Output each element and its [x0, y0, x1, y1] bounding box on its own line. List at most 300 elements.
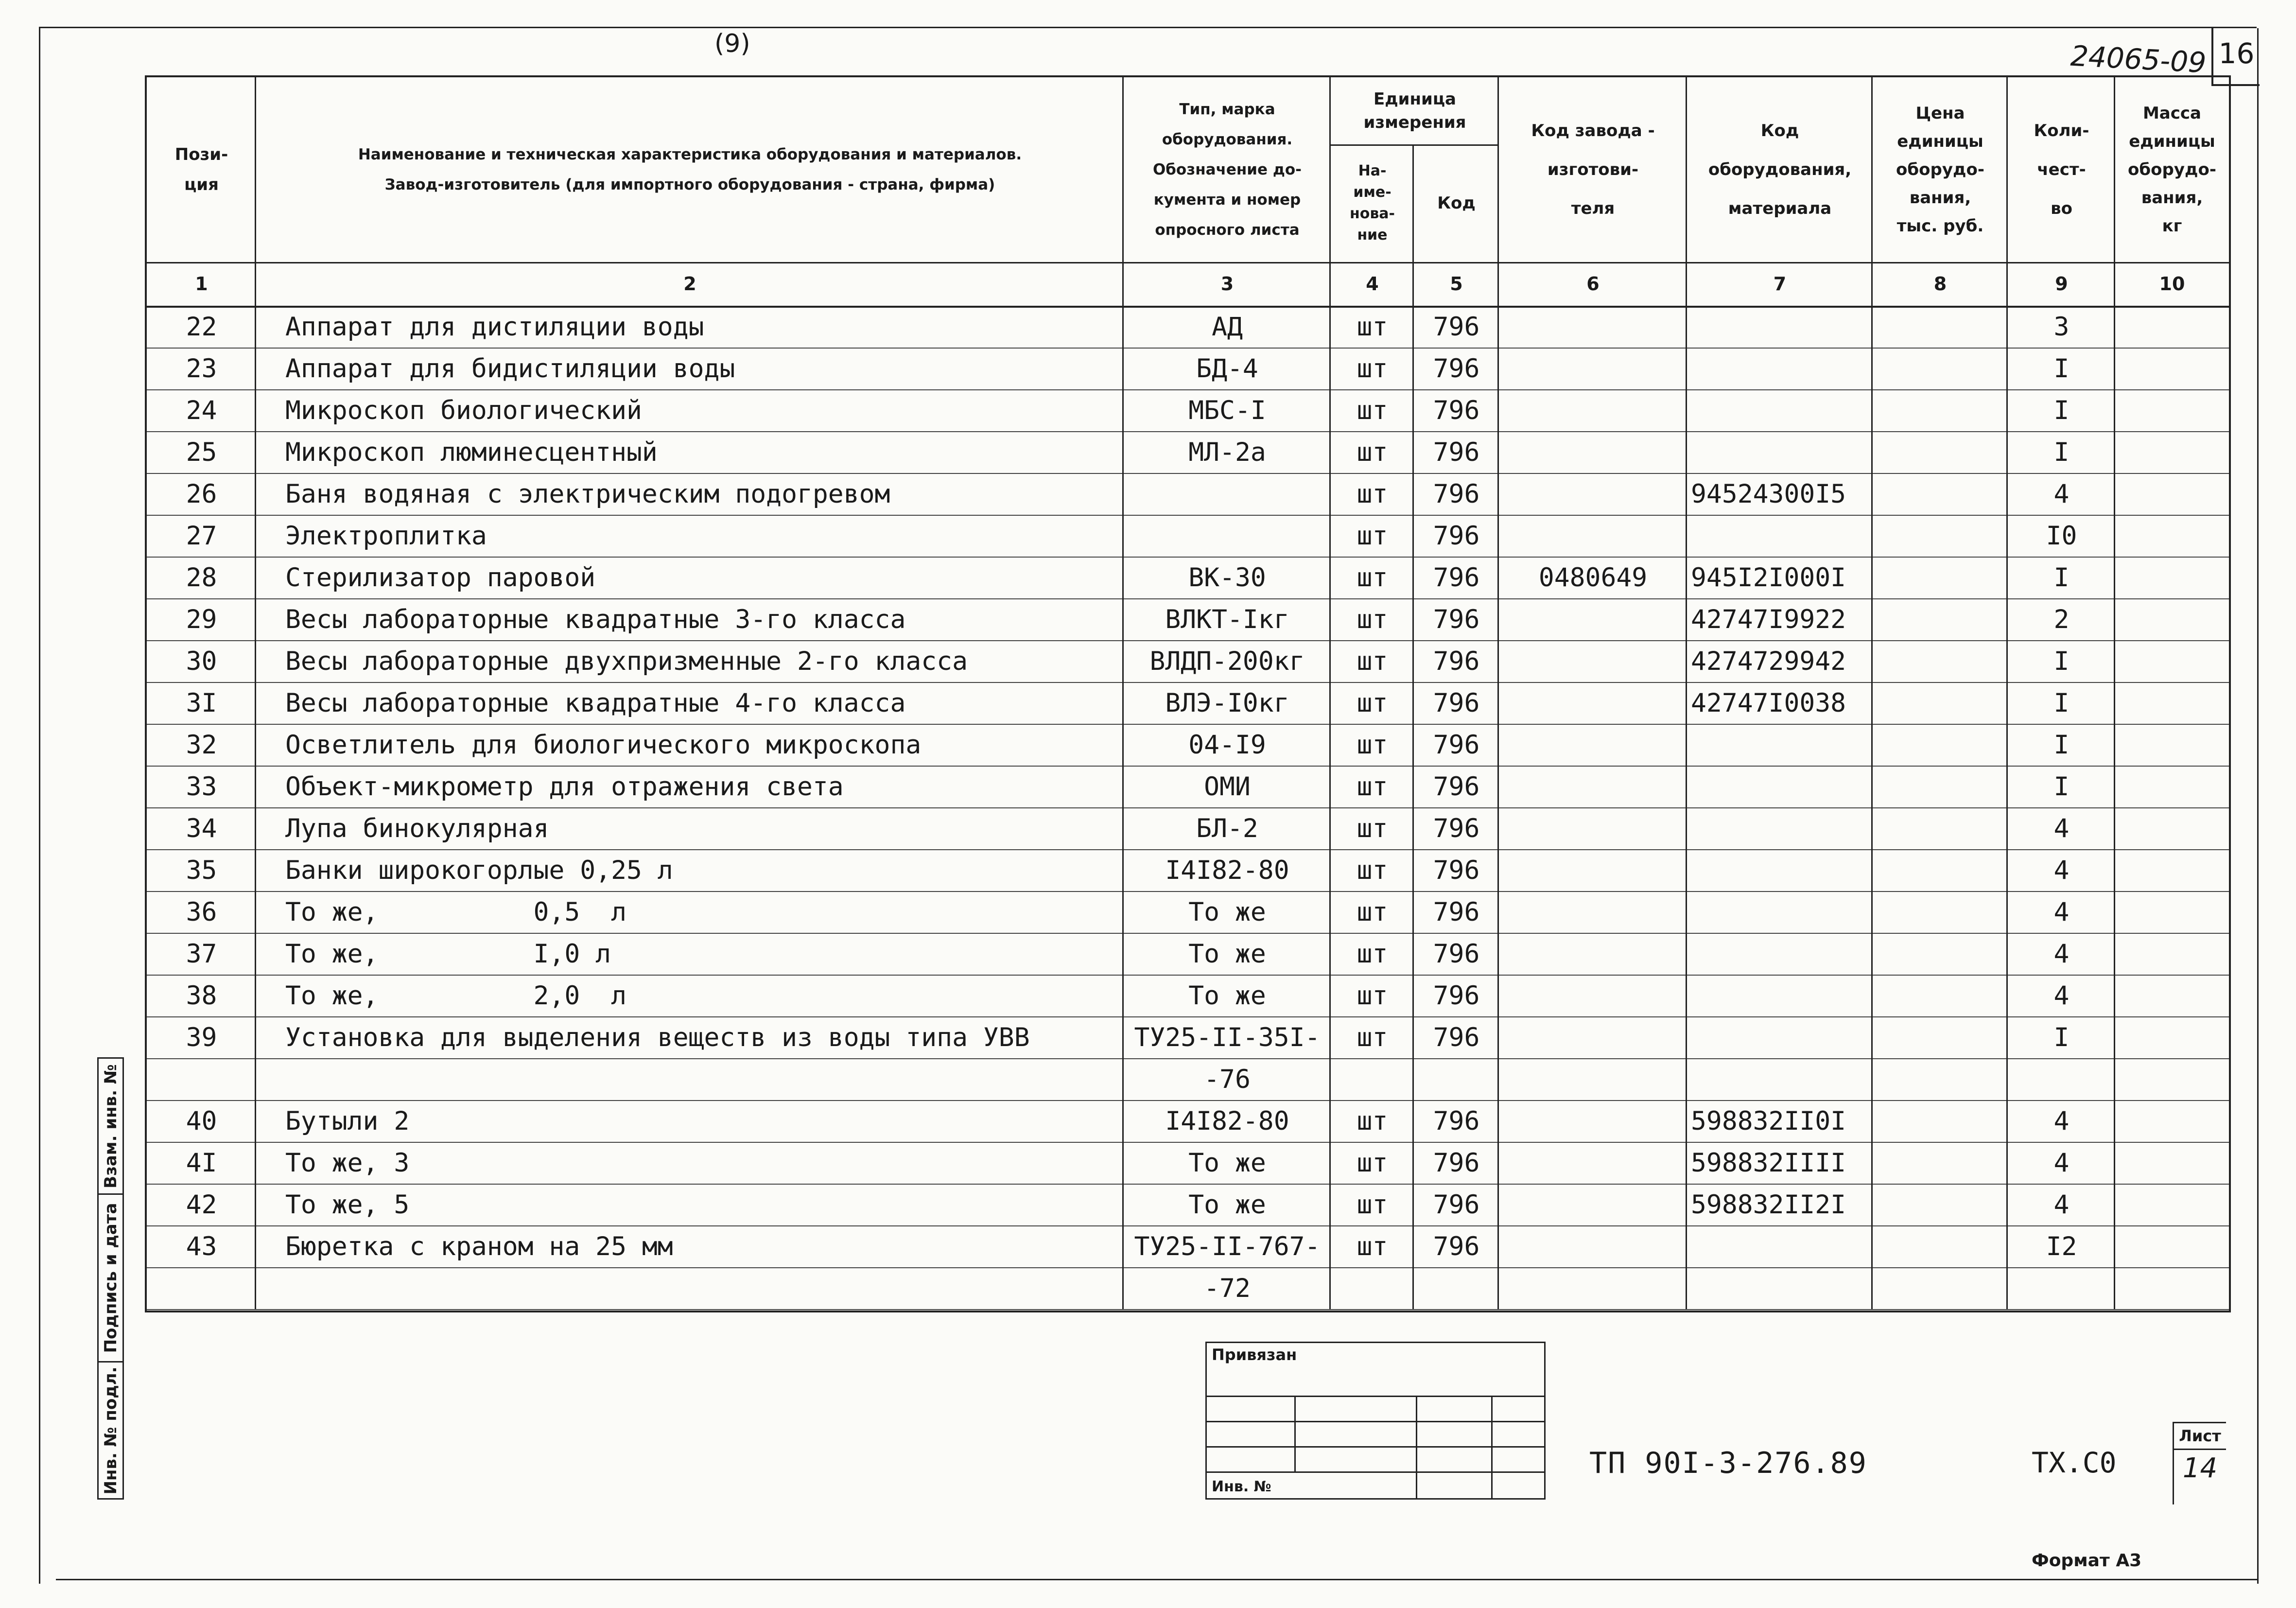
- cell-qty: I: [2053, 688, 2070, 718]
- cell-name: Аппарат для дистиляции воды: [285, 312, 704, 342]
- cell-name: [256, 1267, 1124, 1309]
- cell-pos: 33: [186, 771, 217, 802]
- side-stamp: [97, 1057, 124, 1500]
- column-number: 9: [2055, 273, 2068, 295]
- cell-type: То же: [1188, 980, 1266, 1011]
- cell-unit: шт: [1357, 353, 1388, 384]
- column-number: 6: [1586, 273, 1600, 295]
- cell-unit: шт: [1357, 562, 1388, 593]
- cell-plant: [1499, 933, 1687, 975]
- cell-price: [1873, 682, 2008, 724]
- cell-code: 796: [1433, 562, 1480, 593]
- cell-qty: 4: [2053, 980, 2070, 1011]
- table-row: [147, 766, 2229, 808]
- side-stamp-label: Взам. инв. №: [101, 1064, 121, 1189]
- cell-unit: шт: [1357, 604, 1388, 634]
- cell-name: Бутыли 2: [285, 1106, 410, 1136]
- cell-plant: [1499, 891, 1687, 933]
- cell-code: 796: [1433, 897, 1480, 927]
- stamp-grid-line: [1294, 1396, 1296, 1471]
- table-row: [147, 891, 2229, 934]
- top-note: (9): [714, 29, 750, 58]
- cell-pos: 24: [186, 395, 217, 425]
- table-row: [147, 1016, 2229, 1059]
- cell-plant: [1499, 682, 1687, 724]
- cell-pos: [147, 1267, 256, 1309]
- cell-unit: шт: [1357, 980, 1388, 1011]
- cell-mass: [2115, 724, 2229, 766]
- cell-pos: 38: [186, 980, 217, 1011]
- header-price: Цена единицы оборудо- вания, тыс. руб.: [1896, 104, 1984, 236]
- cell-plant: [1499, 1184, 1687, 1225]
- cell-price: [1873, 933, 2008, 975]
- table-row: [147, 1058, 2229, 1101]
- cell-plant: [1499, 348, 1687, 389]
- cell-type: ТУ25-II-767-: [1134, 1231, 1321, 1261]
- cell-price: [1873, 348, 2008, 389]
- cell-equip: [1687, 1016, 1873, 1058]
- cell-name: Стерилизатор паровой: [285, 562, 596, 593]
- cell-pos: 22: [186, 312, 217, 342]
- cell-unit: шт: [1357, 1189, 1388, 1220]
- cell-name: То же, 2,0 л: [285, 980, 626, 1011]
- cell-qty: 4: [2053, 897, 2070, 927]
- cell-type: -76: [1204, 1064, 1251, 1094]
- cell-pos: 29: [186, 604, 217, 634]
- cell-qty: 4: [2053, 479, 2070, 509]
- cell-code: 796: [1433, 813, 1480, 843]
- cell-plant: [1499, 1267, 1687, 1309]
- side-stamp-replaced-inv: [99, 1059, 122, 1195]
- cell-name: Бюретка с краном на 25 мм: [285, 1231, 673, 1261]
- cell-unit: шт: [1357, 479, 1388, 509]
- cell-price: [1873, 640, 2008, 682]
- cell-unit: шт: [1357, 646, 1388, 676]
- header-mass: Масса единицы оборудо- вания, кг: [2128, 104, 2216, 236]
- cell-pos: 30: [186, 646, 217, 676]
- paper-format: Формат А3: [2032, 1551, 2142, 1571]
- cell-plant: [1499, 515, 1687, 557]
- cell-qty: I2: [2046, 1231, 2077, 1261]
- cell-price: [1873, 891, 2008, 933]
- cell-pos: 35: [186, 855, 217, 885]
- cell-unit: шт: [1357, 312, 1388, 342]
- cell-mass: [2115, 766, 2229, 807]
- cell-unit: [1331, 1267, 1414, 1309]
- cell-qty: I: [2053, 562, 2070, 593]
- cell-code: 796: [1433, 855, 1480, 885]
- cell-price: [1873, 598, 2008, 640]
- cell-qty: [2008, 1058, 2115, 1100]
- cell-code: 796: [1433, 1106, 1480, 1136]
- cell-plant: 0480649: [1538, 562, 1648, 593]
- cell-unit: шт: [1357, 395, 1388, 425]
- cell-unit: шт: [1357, 771, 1388, 802]
- cell-equip: [1687, 1225, 1873, 1267]
- cell-price: [1873, 807, 2008, 849]
- side-stamp-label: Инв. № подл.: [101, 1366, 121, 1495]
- cell-type: ВЛКТ-Iкг: [1165, 604, 1289, 634]
- cell-pos: 25: [186, 437, 217, 467]
- cell-mass: [2115, 1225, 2229, 1267]
- cell-mass: [2115, 682, 2229, 724]
- cell-qty: I: [2053, 437, 2070, 467]
- cell-type: То же: [1188, 1148, 1266, 1178]
- side-stamp-signature: [99, 1195, 122, 1363]
- column-number: 1: [195, 273, 208, 295]
- header-unit-code: Код: [1437, 193, 1476, 213]
- cell-plant: [1499, 807, 1687, 849]
- cell-equip: [1687, 724, 1873, 766]
- column-number: 4: [1366, 273, 1379, 295]
- cell-plant: [1499, 724, 1687, 766]
- cell-equip: [1687, 807, 1873, 849]
- cell-pos: 34: [186, 813, 217, 843]
- cell-type: МБС-I: [1188, 395, 1266, 425]
- bottom-border: [56, 1579, 2258, 1580]
- column-number: 7: [1773, 273, 1787, 295]
- side-stamp-label: Подпись и дата: [101, 1203, 121, 1353]
- cell-mass: [2115, 1142, 2229, 1184]
- cell-code: 796: [1433, 604, 1480, 634]
- cell-name: То же, 3: [285, 1148, 410, 1178]
- cell-qty: I: [2053, 1022, 2070, 1052]
- cell-price: [1873, 1267, 2008, 1309]
- cell-equip: 42747I9922: [1691, 604, 1846, 634]
- cell-mass: [2115, 306, 2229, 348]
- cell-name: Весы лабораторные двухпризменные 2-го класса: [285, 646, 968, 676]
- cell-price: [1873, 306, 2008, 348]
- cell-price: [1873, 473, 2008, 515]
- cell-code: 796: [1433, 1189, 1480, 1220]
- cell-mass: [2115, 975, 2229, 1016]
- cell-type: -72: [1204, 1273, 1251, 1303]
- cell-unit: шт: [1357, 813, 1388, 843]
- column-number: 10: [2159, 273, 2185, 295]
- sheet-label: Лист: [2174, 1423, 2226, 1450]
- table-row: [147, 598, 2229, 641]
- table-row: [147, 473, 2229, 516]
- cell-name: То же, 5: [285, 1189, 410, 1220]
- cell-type: ТУ25-II-35I-: [1134, 1022, 1321, 1052]
- cell-type: МЛ-2а: [1188, 437, 1266, 467]
- cell-type: БЛ-2: [1196, 813, 1258, 843]
- cell-unit: шт: [1357, 688, 1388, 718]
- table-row: [147, 1142, 2229, 1185]
- cell-name: Банки широкогорлые 0,25 л: [285, 855, 673, 885]
- cell-price: [1873, 1184, 2008, 1225]
- sheet-number-box: [2173, 1422, 2226, 1504]
- cell-pos: 3I: [186, 688, 217, 718]
- cell-qty: I: [2053, 771, 2070, 802]
- cell-qty: I: [2053, 395, 2070, 425]
- table-row: [147, 306, 2229, 349]
- cell-equip: [1687, 306, 1873, 348]
- cell-qty: I: [2053, 730, 2070, 760]
- cell-name: Весы лабораторные квадратные 3-го класса: [285, 604, 906, 634]
- cell-equip: [1687, 766, 1873, 807]
- cell-qty: 4: [2053, 1148, 2070, 1178]
- cell-pos: 27: [186, 521, 217, 551]
- cell-pos: 32: [186, 730, 217, 760]
- cell-pos: 28: [186, 562, 217, 593]
- cell-code: 796: [1433, 688, 1480, 718]
- cell-equip: 598832II2I: [1691, 1189, 1846, 1220]
- cell-qty: 4: [2053, 1189, 2070, 1220]
- cell-mass: [2115, 933, 2229, 975]
- cell-qty: [2008, 1267, 2115, 1309]
- cell-unit: шт: [1357, 855, 1388, 885]
- cell-qty: 4: [2053, 939, 2070, 969]
- stamp-grid-line: [1207, 1396, 1544, 1397]
- cell-type: ВЛЭ-I0кг: [1165, 688, 1289, 718]
- header-position: Пози- ция: [174, 145, 228, 194]
- cell-unit: шт: [1357, 521, 1388, 551]
- cell-plant: [1499, 1225, 1687, 1267]
- header-equipment-code: Код оборудования, материала: [1708, 121, 1852, 218]
- column-number: 5: [1450, 273, 1463, 295]
- cell-name: Осветлитель для биологического микроскопа: [285, 730, 922, 760]
- cell-price: [1873, 766, 2008, 807]
- cell-code: 796: [1433, 771, 1480, 802]
- cell-type: 04-I9: [1188, 730, 1266, 760]
- cell-plant: [1499, 766, 1687, 807]
- cell-equip: 598832IIII: [1691, 1148, 1846, 1178]
- table-row: [147, 515, 2229, 558]
- cell-unit: шт: [1357, 1231, 1388, 1261]
- cell-equip: [1687, 1058, 1873, 1100]
- cell-mass: [2115, 1100, 2229, 1142]
- stamp-grid-line: [1207, 1421, 1544, 1422]
- cell-code: [1414, 1058, 1499, 1100]
- cell-mass: [2115, 891, 2229, 933]
- header-plant-code: Код завода - изготови- теля: [1531, 121, 1655, 218]
- column-number: 2: [683, 273, 696, 295]
- cell-equip: 42747I0038: [1691, 688, 1846, 718]
- stamp-grid-line: [1416, 1396, 1417, 1500]
- cell-pos: 26: [186, 479, 217, 509]
- cell-mass: [2115, 598, 2229, 640]
- header-quantity: Коли- чест- во: [2034, 121, 2089, 218]
- cell-name: Лупа бинокулярная: [285, 813, 549, 843]
- cell-name: Установка для выделения веществ из воды типа УВВ: [285, 1022, 1030, 1052]
- cell-qty: 4: [2053, 855, 2070, 885]
- cell-equip: [1687, 515, 1873, 557]
- cell-equip: 945I2I000I: [1691, 562, 1846, 593]
- cell-mass: [2115, 348, 2229, 389]
- archive-number: 24065-09: [2070, 39, 2207, 80]
- cell-name: Микроскоп люминесцентный: [285, 437, 658, 467]
- cell-equip: [1687, 849, 1873, 891]
- cell-price: [1873, 1100, 2008, 1142]
- cell-code: [1414, 1267, 1499, 1309]
- cell-plant: [1499, 306, 1687, 348]
- cell-equip: [1687, 389, 1873, 431]
- cell-equip: [1687, 1267, 1873, 1309]
- cell-qty: 4: [2053, 1106, 2070, 1136]
- cell-equip: [1687, 891, 1873, 933]
- cell-code: 796: [1433, 646, 1480, 676]
- cell-type: I4I82-80: [1165, 1106, 1289, 1136]
- cell-code: 796: [1433, 1148, 1480, 1178]
- cell-type: АД: [1212, 312, 1243, 342]
- page-number: 16: [2211, 27, 2260, 86]
- document-code: ТП 90I-3-276.89: [1589, 1446, 1867, 1480]
- cell-qty: I: [2053, 646, 2070, 676]
- cell-plant: [1499, 1058, 1687, 1100]
- cell-pos: 39: [186, 1022, 217, 1052]
- cell-name: Микроскоп биологический: [285, 395, 642, 425]
- cell-qty: I0: [2046, 521, 2077, 551]
- cell-qty: 2: [2053, 604, 2070, 634]
- cell-plant: [1499, 1142, 1687, 1184]
- stamp-grid-line: [1491, 1396, 1493, 1500]
- cell-code: 796: [1433, 1231, 1480, 1261]
- cell-equip: [1687, 431, 1873, 473]
- cell-equip: 598832II0I: [1691, 1106, 1846, 1136]
- cell-code: 796: [1433, 395, 1480, 425]
- cell-price: [1873, 1058, 2008, 1100]
- binding-stamp: [1205, 1342, 1546, 1500]
- cell-name: Электроплитка: [285, 521, 487, 551]
- cell-unit: шт: [1357, 1148, 1388, 1178]
- cell-type: [1124, 473, 1331, 515]
- cell-type: БД-4: [1196, 353, 1258, 384]
- cell-mass: [2115, 557, 2229, 598]
- cell-type: ВК-30: [1188, 562, 1266, 593]
- cell-price: [1873, 724, 2008, 766]
- table-row: [147, 933, 2229, 976]
- cell-price: [1873, 1225, 2008, 1267]
- table-row: [147, 975, 2229, 1017]
- side-stamp-original-inv: [99, 1363, 122, 1498]
- table-row: [147, 724, 2229, 767]
- cell-mass: [2115, 640, 2229, 682]
- cell-code: 796: [1433, 353, 1480, 384]
- cell-code: 796: [1433, 479, 1480, 509]
- table-row: [147, 807, 2229, 850]
- cell-plant: [1499, 1016, 1687, 1058]
- header-type: Тип, марка оборудования. Обозначение до- кумента и номер опросного листа: [1152, 101, 1302, 239]
- table-row: [147, 1225, 2229, 1268]
- cell-price: [1873, 557, 2008, 598]
- cell-mass: [2115, 1184, 2229, 1225]
- cell-price: [1873, 1142, 2008, 1184]
- column-number: 3: [1220, 273, 1234, 295]
- cell-name: [256, 1058, 1124, 1100]
- stamp-inventory-label: Инв. №: [1212, 1478, 1271, 1495]
- cell-mass: [2115, 473, 2229, 515]
- cell-unit: шт: [1357, 730, 1388, 760]
- cell-type: То же: [1188, 1189, 1266, 1220]
- cell-pos: 37: [186, 939, 217, 969]
- table-row: [147, 1184, 2229, 1226]
- cell-type: I4I82-80: [1165, 855, 1289, 885]
- cell-plant: [1499, 1100, 1687, 1142]
- table-row: [147, 682, 2229, 725]
- document-section: ТХ.С0: [2032, 1446, 2117, 1479]
- cell-price: [1873, 1016, 2008, 1058]
- table-row: [147, 1100, 2229, 1143]
- cell-plant: [1499, 975, 1687, 1016]
- cell-plant: [1499, 640, 1687, 682]
- table-row: [147, 431, 2229, 474]
- cell-mass: [2115, 431, 2229, 473]
- cell-pos: 42: [186, 1189, 217, 1220]
- cell-name: Аппарат для бидистиляции воды: [285, 353, 735, 384]
- stamp-grid-line: [1207, 1471, 1544, 1473]
- cell-code: 796: [1433, 730, 1480, 760]
- header-name: Наименование и техническая характеристика оборудования и материалов. Завод-изготовитель (для импортного оборудования - страна, фирма): [358, 146, 1022, 193]
- cell-code: 796: [1433, 437, 1480, 467]
- cell-type: [1124, 515, 1331, 557]
- table-row: [147, 640, 2229, 683]
- cell-pos: [147, 1058, 256, 1100]
- cell-name: Весы лабораторные квадратные 4-го класса: [285, 688, 906, 718]
- cell-type: То же: [1188, 939, 1266, 969]
- table-row: [147, 348, 2229, 390]
- header-unit-name: На- име- нова- ние: [1349, 162, 1395, 244]
- cell-qty: 4: [2053, 813, 2070, 843]
- table-row: [147, 849, 2229, 892]
- cell-code: 796: [1433, 980, 1480, 1011]
- cell-type: ОМИ: [1204, 771, 1251, 802]
- cell-pos: 23: [186, 353, 217, 384]
- cell-qty: I: [2053, 353, 2070, 384]
- cell-plant: [1499, 473, 1687, 515]
- table-row: [147, 557, 2229, 599]
- cell-mass: [2115, 1267, 2229, 1309]
- table-header: [147, 77, 2229, 263]
- cell-plant: [1499, 598, 1687, 640]
- cell-pos: 40: [186, 1106, 217, 1136]
- table-row: [147, 389, 2229, 432]
- cell-name: Объект-микрометр для отражения света: [285, 771, 844, 802]
- cell-price: [1873, 389, 2008, 431]
- cell-type: То же: [1188, 897, 1266, 927]
- cell-plant: [1499, 431, 1687, 473]
- cell-qty: 3: [2053, 312, 2070, 342]
- cell-code: 796: [1433, 939, 1480, 969]
- cell-unit: шт: [1357, 897, 1388, 927]
- cell-price: [1873, 431, 2008, 473]
- stamp-grid-line: [1207, 1446, 1544, 1448]
- cell-mass: [2115, 389, 2229, 431]
- cell-plant: [1499, 389, 1687, 431]
- cell-equip: 4274729942: [1691, 646, 1846, 676]
- cell-name: То же, 0,5 л: [285, 897, 626, 927]
- cell-plant: [1499, 849, 1687, 891]
- cell-unit: [1331, 1058, 1414, 1100]
- cell-pos: 43: [186, 1231, 217, 1261]
- cell-mass: [2115, 849, 2229, 891]
- cell-equip: 94524300I5: [1691, 479, 1846, 509]
- cell-price: [1873, 849, 2008, 891]
- cell-unit: шт: [1357, 437, 1388, 467]
- column-numbers: [147, 262, 2229, 308]
- stamp-title: Привязан: [1212, 1346, 1297, 1364]
- column-number: 8: [1933, 273, 1947, 295]
- cell-price: [1873, 515, 2008, 557]
- cell-price: [1873, 975, 2008, 1016]
- cell-equip: [1687, 348, 1873, 389]
- cell-pos: 4I: [186, 1148, 217, 1178]
- cell-name: То же, I,0 л: [285, 939, 611, 969]
- cell-code: 796: [1433, 312, 1480, 342]
- cell-name: Баня водяная с электрическим подогревом: [285, 479, 890, 509]
- cell-equip: [1687, 975, 1873, 1016]
- cell-unit: шт: [1357, 1106, 1388, 1136]
